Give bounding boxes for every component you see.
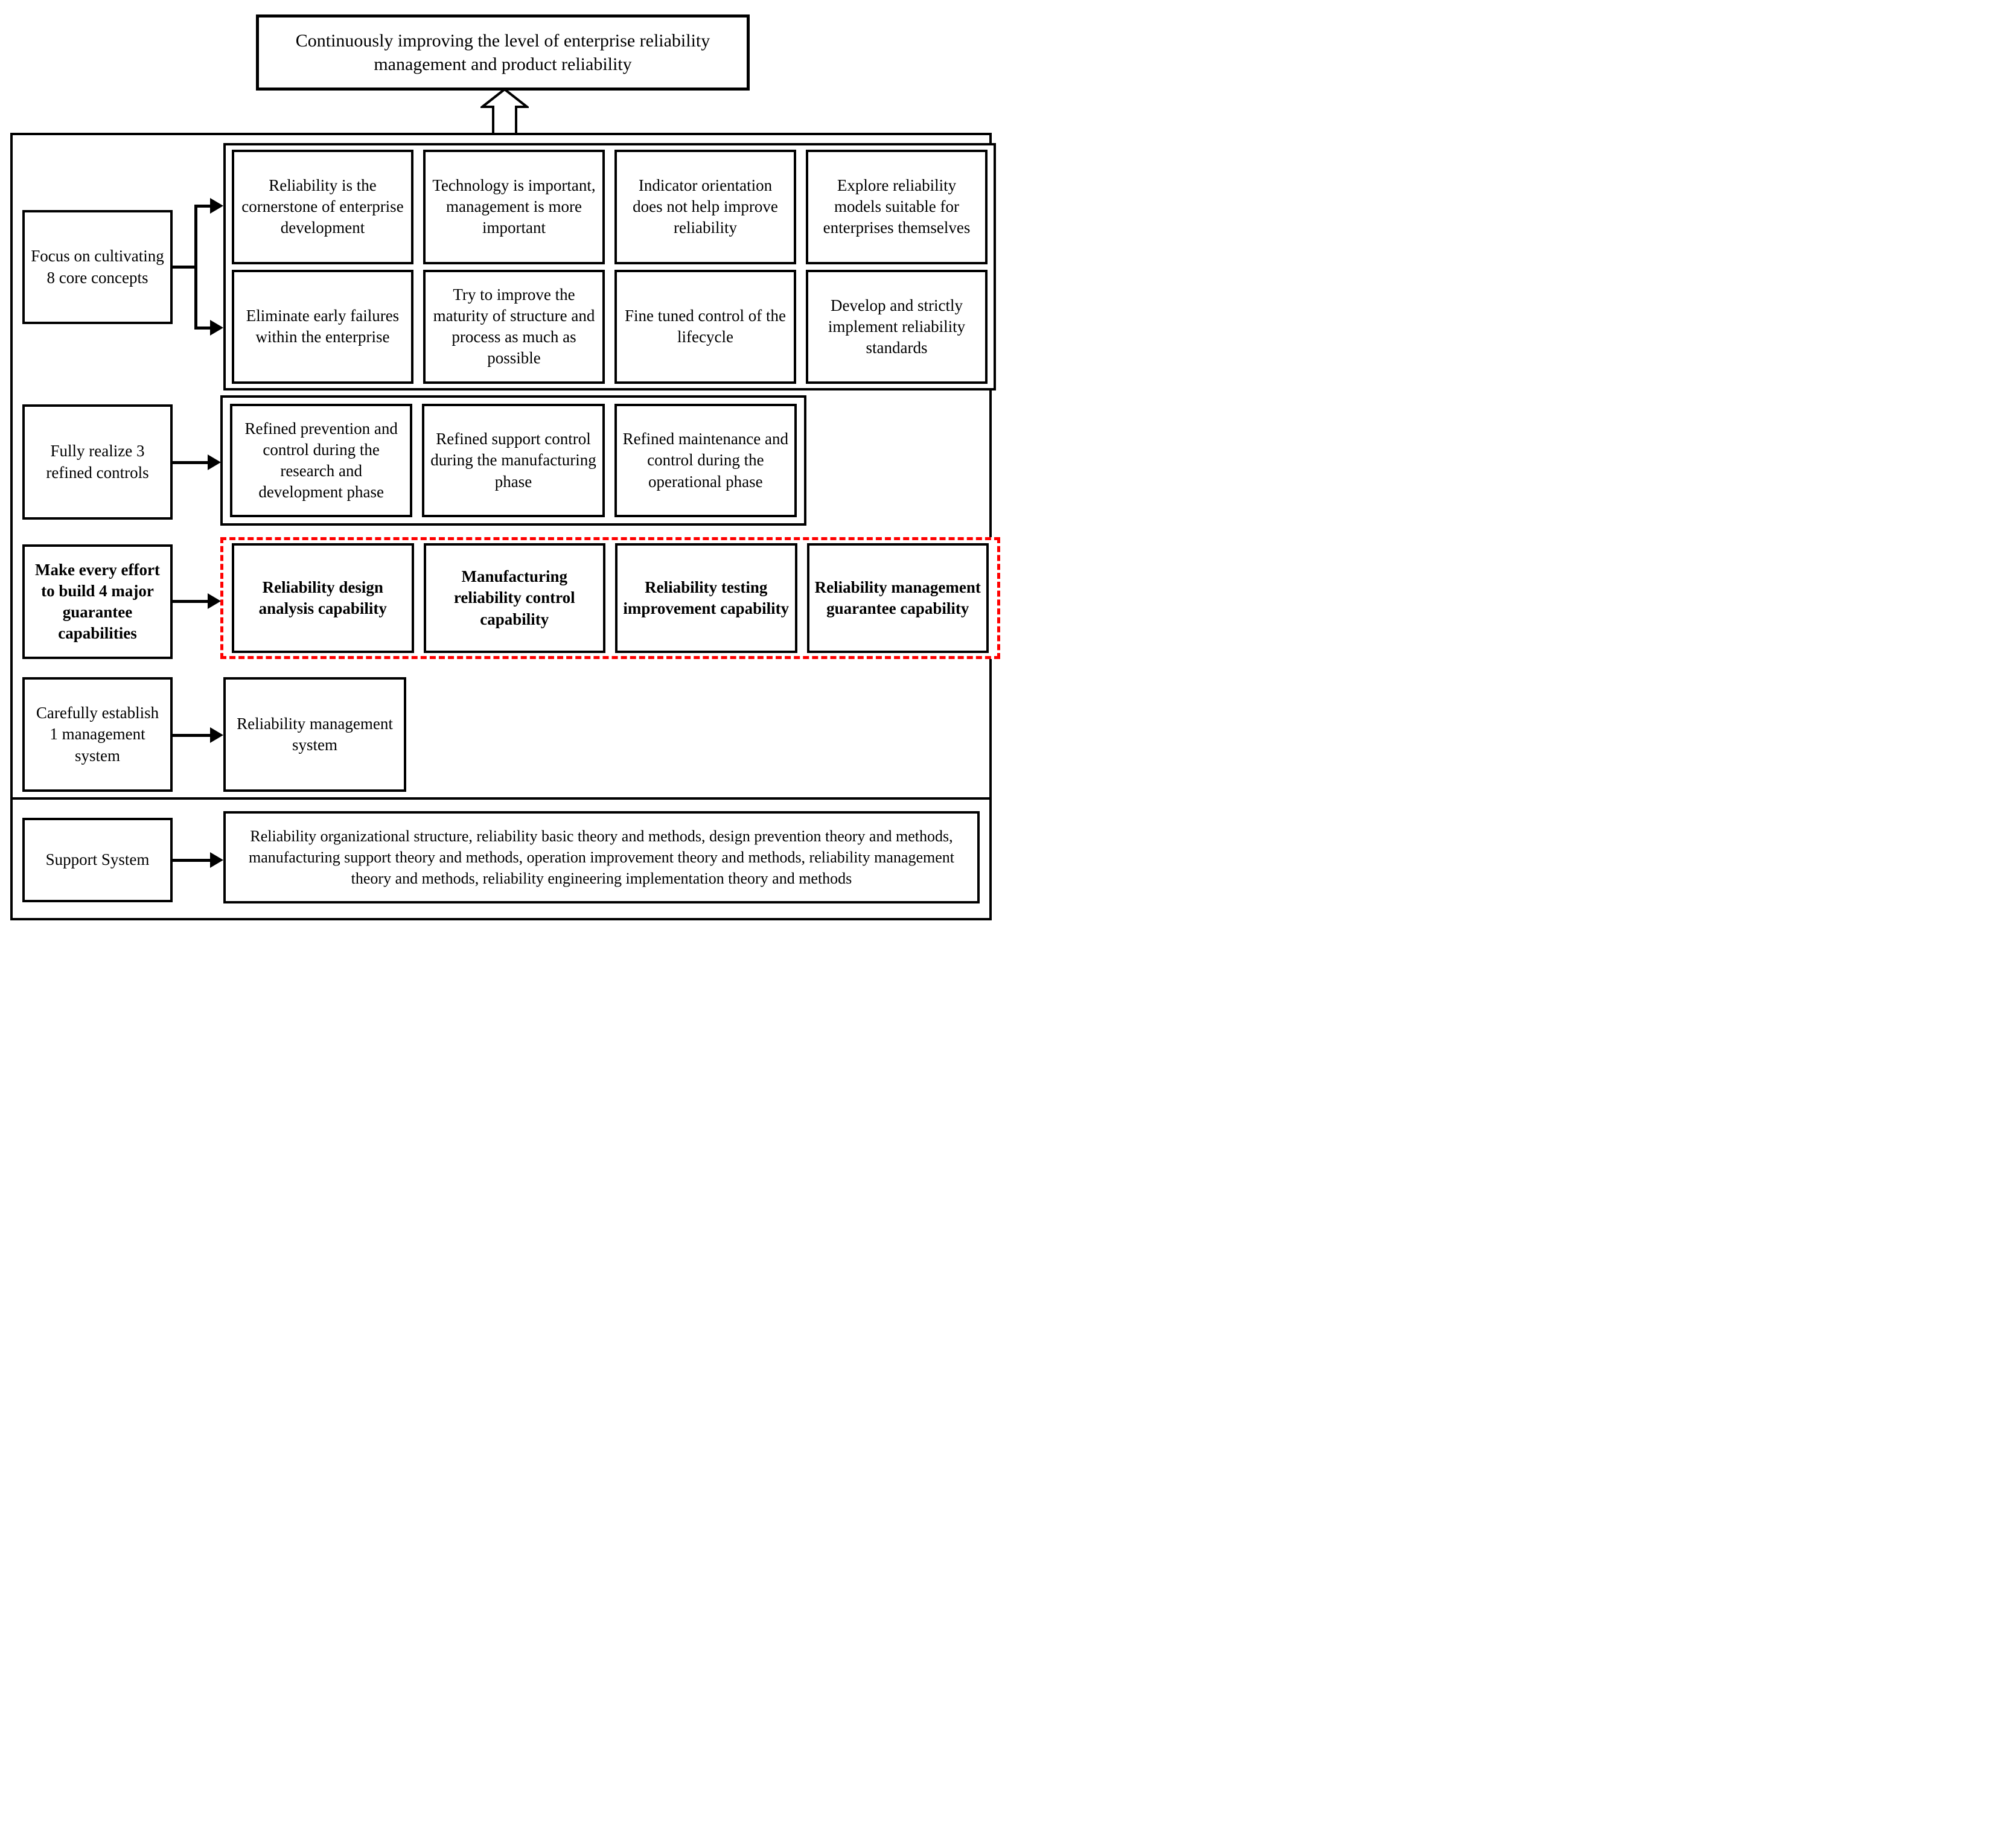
arrowhead-concepts-bottom bbox=[210, 320, 223, 336]
capability-box bbox=[424, 543, 606, 653]
concept-box bbox=[232, 150, 413, 264]
concept-box bbox=[806, 270, 988, 384]
control-box bbox=[422, 404, 604, 517]
controls-group-box bbox=[220, 395, 806, 526]
concept-box bbox=[423, 270, 605, 384]
capability-text: Reliability design analysis capability bbox=[258, 578, 387, 617]
up-arrow-icon bbox=[480, 88, 529, 135]
support-text-box bbox=[223, 811, 980, 903]
control-box bbox=[230, 404, 412, 517]
system-arrow-line bbox=[173, 734, 211, 737]
capabilities-arrow-line bbox=[173, 600, 209, 603]
controls-label: Fully realize 3 refined controls bbox=[46, 442, 149, 482]
goal-box bbox=[256, 14, 750, 91]
arrowhead-system bbox=[210, 727, 223, 743]
concept-text: Reliability is the cornerstone of enterprise development bbox=[241, 176, 404, 237]
capability-box bbox=[807, 543, 989, 653]
control-text: Refined maintenance and control during the operational phase bbox=[622, 430, 789, 491]
concepts-connector-bottom bbox=[194, 327, 211, 330]
capabilities-group-box-red-dashed bbox=[220, 537, 1000, 659]
concepts-label: Focus on cultivating 8 core concepts bbox=[31, 247, 164, 287]
support-text: Reliability organizational structure, reliability basic theory and methods, design prevention theory and methods, manufacturing support theory and methods, operation improvement theory and methods, reliability management theory and methods, reliability engineering implementation theory and methods bbox=[249, 827, 954, 888]
concept-text: Indicator orientation does not help improve reliability bbox=[633, 176, 778, 237]
concept-text: Eliminate early failures within the enterprise bbox=[246, 307, 400, 346]
capability-text: Reliability testing improvement capability bbox=[623, 578, 790, 617]
capabilities-label: Make every effort to build 4 major guarantee capabilities bbox=[35, 560, 160, 643]
control-box bbox=[614, 404, 797, 517]
management-system-box bbox=[223, 677, 406, 792]
concepts-connector-branch bbox=[194, 205, 197, 330]
reliability-framework-diagram bbox=[0, 0, 1002, 924]
controls-label-box bbox=[22, 404, 173, 520]
concept-text: Develop and strictly implement reliability standards bbox=[828, 296, 966, 357]
concept-box bbox=[232, 270, 413, 384]
control-text: Refined support control during the manufacturing phase bbox=[430, 430, 596, 491]
concept-box bbox=[806, 150, 988, 264]
concept-box bbox=[614, 270, 796, 384]
concept-text: Technology is important, management is more important bbox=[432, 176, 596, 237]
concept-text: Explore reliability models suitable for enterprises themselves bbox=[823, 176, 971, 237]
capabilities-label-box bbox=[22, 544, 173, 659]
arrowhead-controls bbox=[208, 454, 221, 470]
support-label-box bbox=[22, 818, 173, 902]
arrowhead-concepts-top bbox=[210, 198, 223, 214]
arrowhead-capabilities bbox=[208, 593, 221, 609]
concept-box bbox=[614, 150, 796, 264]
support-arrow-line bbox=[173, 859, 211, 862]
support-label: Support System bbox=[45, 850, 150, 869]
concept-text: Fine tuned control of the lifecycle bbox=[625, 307, 786, 346]
control-text: Refined prevention and control during the research and development phase bbox=[244, 419, 398, 502]
controls-arrow-line bbox=[173, 461, 209, 464]
capability-text: Manufacturing reliability control capability bbox=[453, 567, 575, 628]
system-label-box bbox=[22, 677, 173, 792]
arrowhead-support bbox=[210, 852, 223, 868]
capability-box bbox=[232, 543, 414, 653]
concepts-label-box bbox=[22, 210, 173, 324]
concepts-connector-stem bbox=[173, 266, 196, 269]
concept-text: Try to improve the maturity of structure and process as much as possible bbox=[433, 285, 595, 368]
capability-text: Reliability management guarantee capability bbox=[814, 578, 981, 617]
system-label: Carefully establish 1 management system bbox=[36, 704, 159, 765]
capability-box bbox=[615, 543, 797, 653]
goal-text: Continuously improving the level of enterprise reliability management and product reliability bbox=[295, 31, 710, 74]
management-system-text: Reliability management system bbox=[237, 714, 393, 754]
concepts-group-box bbox=[223, 143, 996, 390]
concepts-connector-top bbox=[194, 205, 211, 208]
concept-box bbox=[423, 150, 605, 264]
